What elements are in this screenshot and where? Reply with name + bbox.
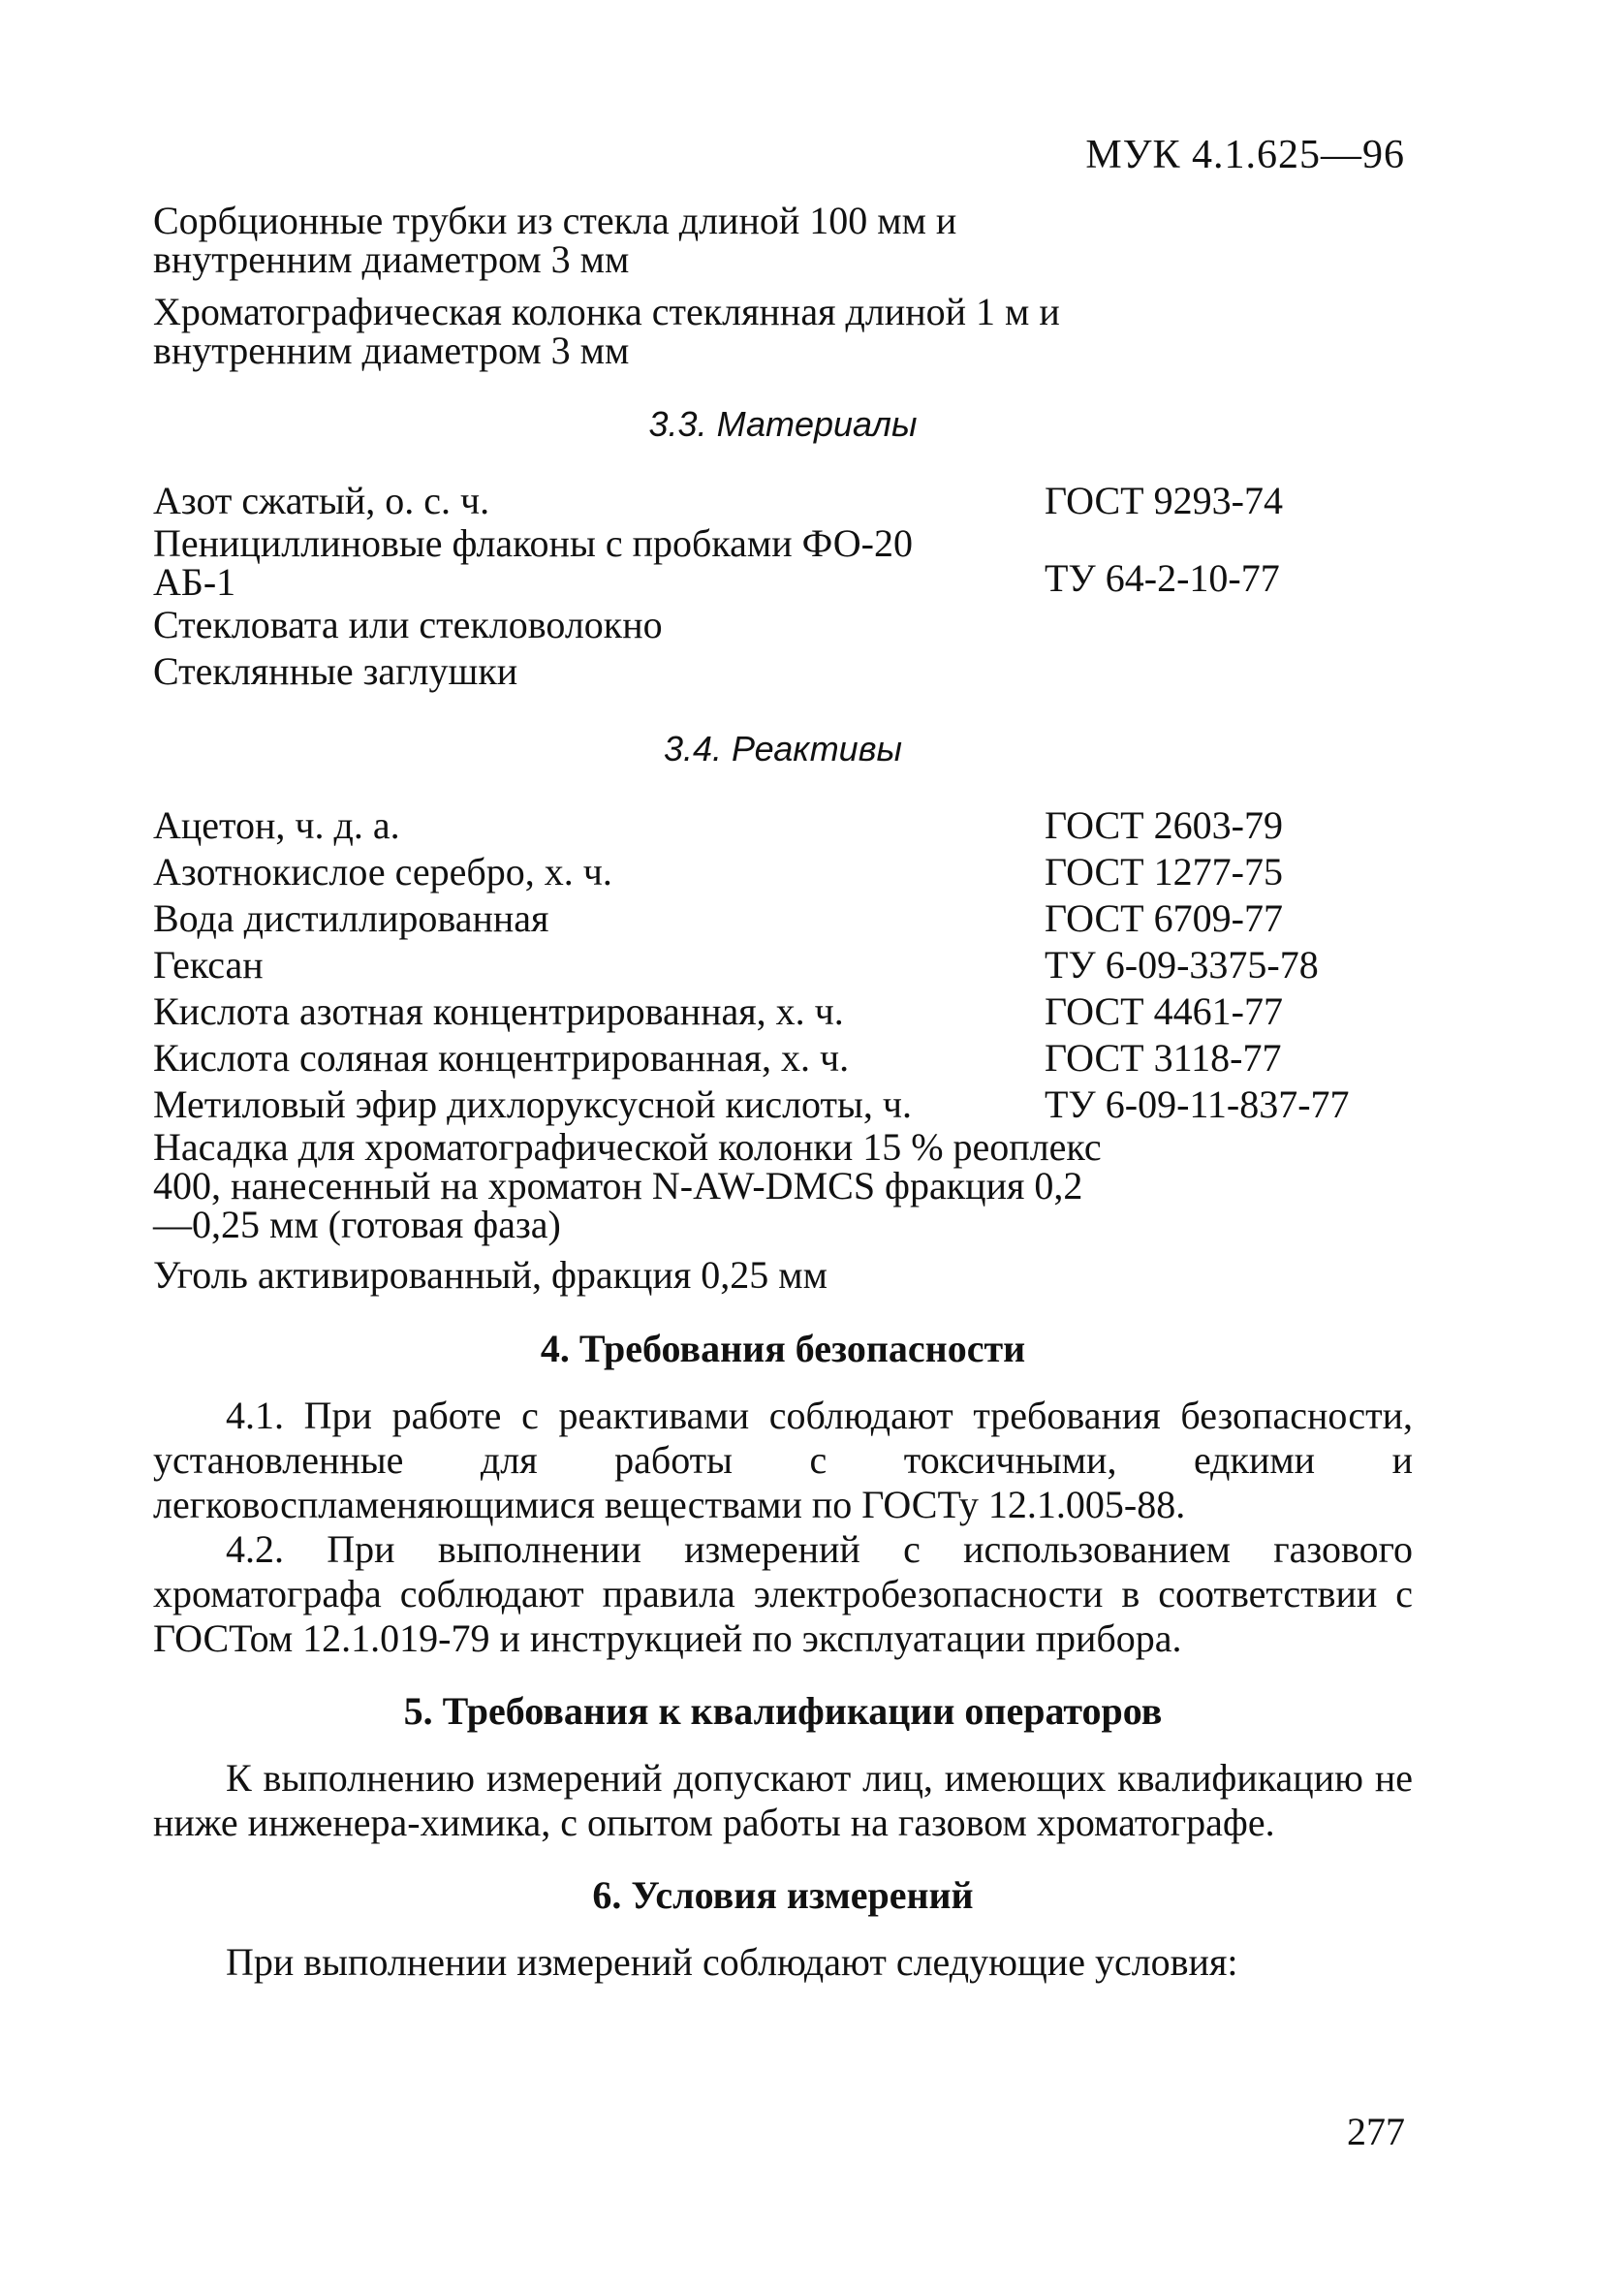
reagent-row xyxy=(153,942,1413,988)
material-row xyxy=(153,521,1413,605)
material-name: Пенициллиновые флаконы с пробками ФО-20 АБ-1 xyxy=(153,521,913,605)
material-standard: ТУ 64-2-10-77 xyxy=(1045,556,1280,601)
equipment-list xyxy=(153,199,1083,372)
section-4-paragraph-1: 4.1. При работе с реактивами соблюдают требования безопасности, установленные для работы с токсичными, едкими и легковоспламеняющимися веществами по ГОСТу 12.1.005-88. xyxy=(153,1394,1413,1527)
material-name: Стеклянные заглушки xyxy=(153,649,518,694)
reagents-list xyxy=(153,802,1413,1299)
column-packing-item: Насадка для хроматографической колонки 15 % реоплекс 400, нанесенный на хроматон N-AW-DMCS фракция 0,2—0,25 мм (готовая фаза) xyxy=(153,1125,1102,1247)
reagent-row xyxy=(153,849,1413,895)
document-code: МУК 4.1.625—96 xyxy=(1085,133,1405,177)
reagent-standard: ТУ 6-09-3375-78 xyxy=(1045,943,1319,988)
reagent-standard: ГОСТ 4461-77 xyxy=(1045,989,1283,1034)
reagent-standard: ГОСТ 1277-75 xyxy=(1045,850,1283,894)
reagent-standard: ГОСТ 3118-77 xyxy=(1045,1036,1282,1081)
reagent-row xyxy=(153,988,1413,1035)
section-6-heading: 6. Условия измерений xyxy=(592,1873,974,1918)
materials-list xyxy=(153,478,1413,695)
reagent-name: Гексан xyxy=(153,943,264,988)
reagent-standard: ТУ 6-09-11-837-77 xyxy=(1045,1082,1350,1127)
reagent-row xyxy=(153,895,1413,942)
material-row xyxy=(153,602,1413,648)
reagent-row xyxy=(153,1035,1413,1082)
materials-title: 3.3. Материалы xyxy=(648,404,918,444)
section-4-heading: 4. Требования безопасности xyxy=(540,1327,1026,1371)
material-name: Стекловата или стекловолокно xyxy=(153,603,663,647)
material-row xyxy=(153,478,1413,524)
charcoal-item: Уголь активированный, фракция 0,25 мм xyxy=(153,1253,828,1298)
equipment-item: Сорбционные трубки из стекла длиной 100 мм и внутренним диаметром 3 мм xyxy=(153,199,957,281)
equipment-item: Хроматографическая колонка стеклянная длиной 1 м и внутренним диаметром 3 мм xyxy=(153,290,1060,372)
page-body xyxy=(153,126,1413,1985)
reagent-row xyxy=(153,802,1413,849)
reagent-name: Вода дистиллированная xyxy=(153,896,549,941)
reagents-title: 3.4. Реактивы xyxy=(664,729,902,769)
reagent-standard: ГОСТ 2603-79 xyxy=(1045,803,1283,848)
section-5-heading: 5. Требования к квалификации операторов xyxy=(403,1689,1163,1734)
reagent-name: Ацетон, ч. д. а. xyxy=(153,803,400,848)
reagent-name: Кислота азотная концентрированная, х. ч. xyxy=(153,989,844,1034)
section-6-paragraph: При выполнении измерений соблюдают следующие условия: xyxy=(226,1940,1238,1985)
reagent-name: Метиловый эфир дихлоруксусной кислоты, ч. xyxy=(153,1082,912,1127)
material-name: Азот сжатый, о. с. ч. xyxy=(153,479,490,523)
material-row xyxy=(153,648,1413,695)
reagent-name: Азотнокислое серебро, х. ч. xyxy=(153,850,612,894)
reagent-row xyxy=(153,1082,1413,1128)
reagent-standard: ГОСТ 6709-77 xyxy=(1045,896,1283,941)
reagent-name: Кислота соляная концентрированная, х. ч. xyxy=(153,1036,850,1081)
page-number: 277 xyxy=(1347,2110,1405,2153)
section-4-paragraph-2: 4.2. При выполнении измерений с использованием газового хроматографа соблюдают правила электробезопасности в соответствии с ГОСТом 12.1.019-79 и инструкцией по эксплуатации прибора. xyxy=(153,1527,1413,1661)
material-standard: ГОСТ 9293-74 xyxy=(1045,479,1283,523)
section-5-paragraph: К выполнению измерений допускают лиц, имеющих квалификацию не ниже инженера-химика, с опытом работы на газовом хроматографе. xyxy=(153,1756,1413,1845)
